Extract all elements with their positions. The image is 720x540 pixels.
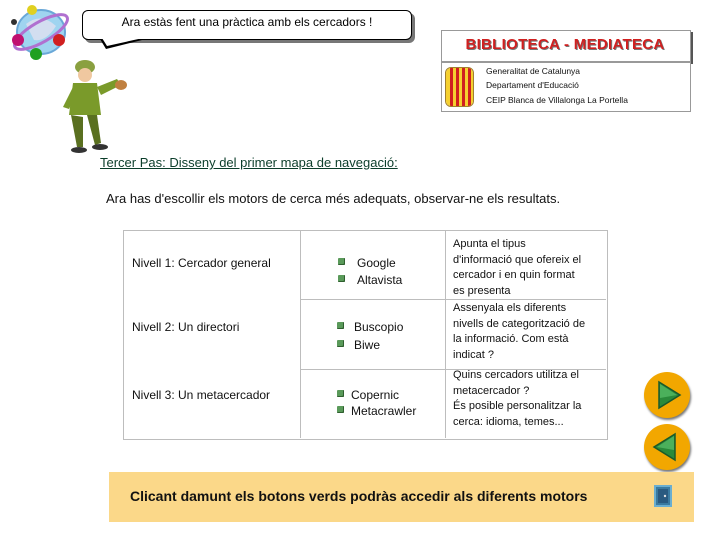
table-divider <box>300 300 301 369</box>
table-divider <box>300 299 606 300</box>
table-divider <box>445 230 446 438</box>
door-icon <box>656 487 670 505</box>
bubble-tail-fill <box>102 38 143 46</box>
level-3-label: Nivell 3: Un metacercador <box>132 388 271 402</box>
description-line: la informació. Com està <box>453 333 569 345</box>
next-button[interactable] <box>644 372 690 418</box>
bullet-icon <box>337 340 344 347</box>
catalan-flag-icon <box>445 67 474 107</box>
level-2-description <box>453 301 603 363</box>
engine-buscopio-link[interactable]: Buscopio <box>354 320 404 334</box>
level-3-description <box>453 368 603 430</box>
org-line-generalitat: Generalitat de Catalunya <box>486 66 581 76</box>
engine-metacrawler-link[interactable]: Metacrawler <box>351 404 417 418</box>
description-line: es presenta <box>453 284 511 297</box>
description-line: cerca: idioma, temes... <box>453 415 564 428</box>
description-line: metacercador ? <box>453 384 530 397</box>
banner-text: Clicant damunt els botons verds podràs accedir als diferents motors <box>130 488 588 504</box>
level-1-label: Nivell 1: Cercador general <box>132 256 271 270</box>
library-title: BIBLIOTECA - MEDIATECA <box>465 36 665 53</box>
step-title: Tercer Pas: Disseny del primer mapa de navegació: <box>100 155 398 170</box>
play-left-icon <box>644 424 690 470</box>
description-line: És posible personalitzar la <box>453 400 582 412</box>
description-line: Apunta el tipus <box>453 238 526 250</box>
description-line: cercador i en quin format <box>453 269 575 281</box>
engine-altavista-link[interactable]: Altavista <box>357 273 403 287</box>
org-line-department: Departament d'Educació <box>486 80 579 90</box>
bullet-icon <box>337 390 344 397</box>
level-1-description <box>453 237 603 299</box>
exit-button[interactable] <box>654 485 672 507</box>
previous-button[interactable] <box>644 424 690 470</box>
level-2-label: Nivell 2: Un directori <box>132 320 240 334</box>
description-line: Assenyala els diferents <box>453 302 567 314</box>
org-line-school: CEIP Blanca de Villalonga La Portella <box>486 95 628 105</box>
engine-google-link[interactable]: Google <box>357 256 396 270</box>
bullet-icon <box>338 258 345 265</box>
description-line: Quins cercadors utilitza el <box>453 369 579 381</box>
bullet-icon <box>337 406 344 413</box>
engine-biwe-link[interactable]: Biwe <box>354 338 381 352</box>
bullet-icon <box>338 275 345 282</box>
speech-bubble <box>82 10 412 40</box>
intro-text: Ara has d'escollir els motors de cerca més adequats, observar-ne els resultats. <box>106 191 561 206</box>
table-divider <box>300 230 301 299</box>
explorer-character-icon <box>55 55 135 155</box>
description-line: d'informació que ofereix el <box>453 253 582 266</box>
description-line: nivells de categorització de <box>453 317 586 330</box>
bullet-icon <box>337 322 344 329</box>
play-right-icon <box>644 372 690 418</box>
engine-copernic-link[interactable]: Copernic <box>351 388 400 402</box>
table-divider <box>300 370 301 438</box>
description-line: indicat ? <box>453 348 494 361</box>
bubble-text: Ara estàs fent una pràctica amb els cercadors ! <box>121 15 373 29</box>
